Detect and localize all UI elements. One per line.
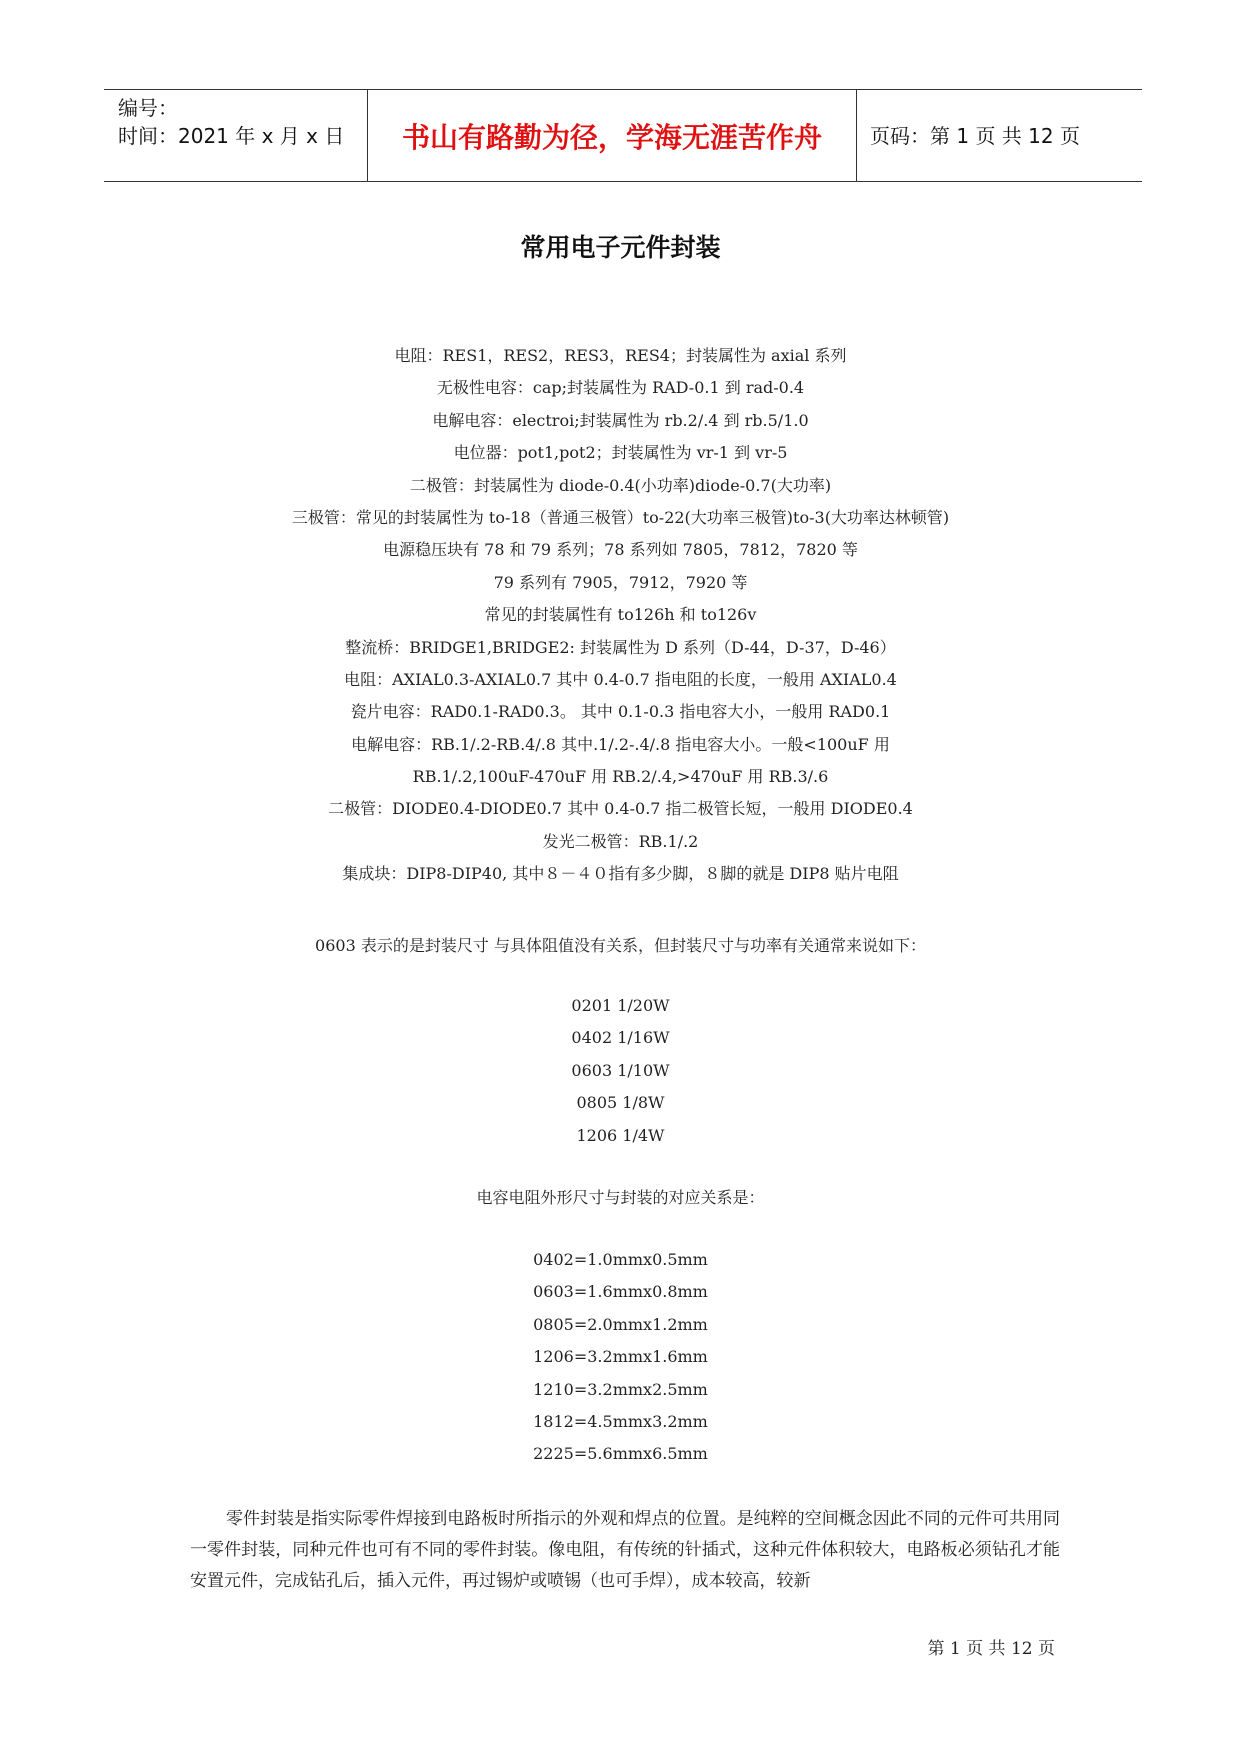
list-item: 0402 1/16W [571, 1028, 670, 1048]
list-item: 2225=5.6mmx6.5mm [533, 1444, 708, 1464]
list-item: 0603 1/10W [571, 1060, 670, 1080]
page-footer: 第 1 页 共 12 页 [927, 1639, 1055, 1659]
document-title: 常用电子元件封装 [520, 233, 721, 262]
list-line: 三极管：常见的封装属性为 to-18（普通三极管）to-22(大功率三极管)to-3(大功率达林顿管) [291, 507, 950, 527]
list-line: 无极性电容：cap;封装属性为 RAD-0.1 到 rad-0.4 [436, 378, 805, 398]
list-item: 1210=3.2mmx2.5mm [533, 1379, 708, 1399]
header-motto: 书山有路勤为径，学海无涯苦作舟 [401, 121, 822, 154]
dimension-intro: 电容电阻外形尺寸与封装的对应关系是： [476, 1188, 765, 1207]
list-item: 0805 1/8W [576, 1093, 665, 1113]
list-item: 0201 1/20W [571, 996, 670, 1015]
power-size-list [0, 990, 1241, 1152]
list-line: 常见的封装属性有 to126h 和 to126v [484, 605, 757, 625]
header-divider [856, 90, 857, 181]
list-line: 电阻：AXIAL0.3-AXIAL0.7 其中 0.4-0.7 指电阻的长度，一般用 AXIAL0.4 [344, 669, 897, 689]
list-line: RB.1/.2,100uF-470uF 用 RB.2/.4,>470uF 用 RB.3/.6 [412, 767, 829, 787]
header-page-label: 页码：第 1 页 共 12 页 [870, 124, 1080, 148]
component-list [0, 340, 1241, 891]
header-info [118, 94, 344, 150]
list-item: 1206 1/4W [576, 1125, 665, 1145]
list-line: 79 系列有 7905，7912，7920 等 [493, 572, 748, 592]
list-item: 0805=2.0mmx1.2mm [533, 1314, 708, 1334]
list-line: 二极管：封装属性为 diode-0.4(小功率)diode-0.7(大功率) [409, 475, 832, 495]
list-line: 整流桥：BRIDGE1,BRIDGE2: 封装属性为 D 系列（D-44，D-37，D-46） [345, 637, 896, 657]
page-header [104, 89, 1142, 182]
list-line: 电位器：pot1,pot2；封装属性为 vr-1 到 vr-5 [453, 443, 788, 463]
list-line: 电阻：RES1，RES2，RES3，RES4；封装属性为 axial 系列 [394, 346, 847, 365]
body-paragraph: 零件封装是指实际零件焊接到电路板时所指示的外观和焊点的位置。是纯粹的空间概念因此不同的元件可共用同一零件封装，同种元件也可有不同的零件封装。像电阻，有传统的针插式，这种元件体积较大，电路板必须钻孔才能安置元件，完成钻孔后，插入元件，再过锡炉或喷锡（也可手焊），成本较高，较新 [190, 1509, 1060, 1591]
time-label: 时间：2021 年 x 月 x 日 [118, 124, 345, 148]
list-item: 0402=1.0mmx0.5mm [533, 1250, 708, 1269]
list-line: 电解电容：RB.1/.2-RB.4/.8 其中.1/.2-.4/.8 指电容大小。一般<100uF 用 [351, 734, 890, 754]
size-intro: 0603 表示的是封装尺寸 与具体阻值没有关系，但封装尺寸与功率有关通常来说如下： [315, 936, 926, 955]
list-item: 1206=3.2mmx1.6mm [533, 1347, 708, 1367]
dimension-list [0, 1244, 1241, 1471]
list-item: 0603=1.6mmx0.8mm [533, 1282, 708, 1302]
list-line: 电源稳压块有 78 和 79 系列；78 系列如 7805，7812，7820 等 [383, 540, 858, 560]
list-line: 集成块：DIP8-DIP40, 其中８－４０指有多少脚，８脚的就是 DIP8 贴片电阻 [342, 864, 899, 884]
list-item: 1812=4.5mmx3.2mm [533, 1412, 708, 1432]
list-line: 发光二极管：RB.1/.2 [542, 831, 699, 851]
list-line: 二极管：DIODE0.4-DIODE0.7 其中 0.4-0.7 指二极管长短，一般用 DIODE0.4 [328, 799, 913, 819]
list-line: 瓷片电容：RAD0.1-RAD0.3。 其中 0.1-0.3 指电容大小，一般用 RAD0.1 [350, 702, 891, 722]
number-label: 编号： [118, 96, 178, 120]
list-line: 电解电容：electroi;封装属性为 rb.2/.4 到 rb.5/1.0 [432, 410, 809, 430]
